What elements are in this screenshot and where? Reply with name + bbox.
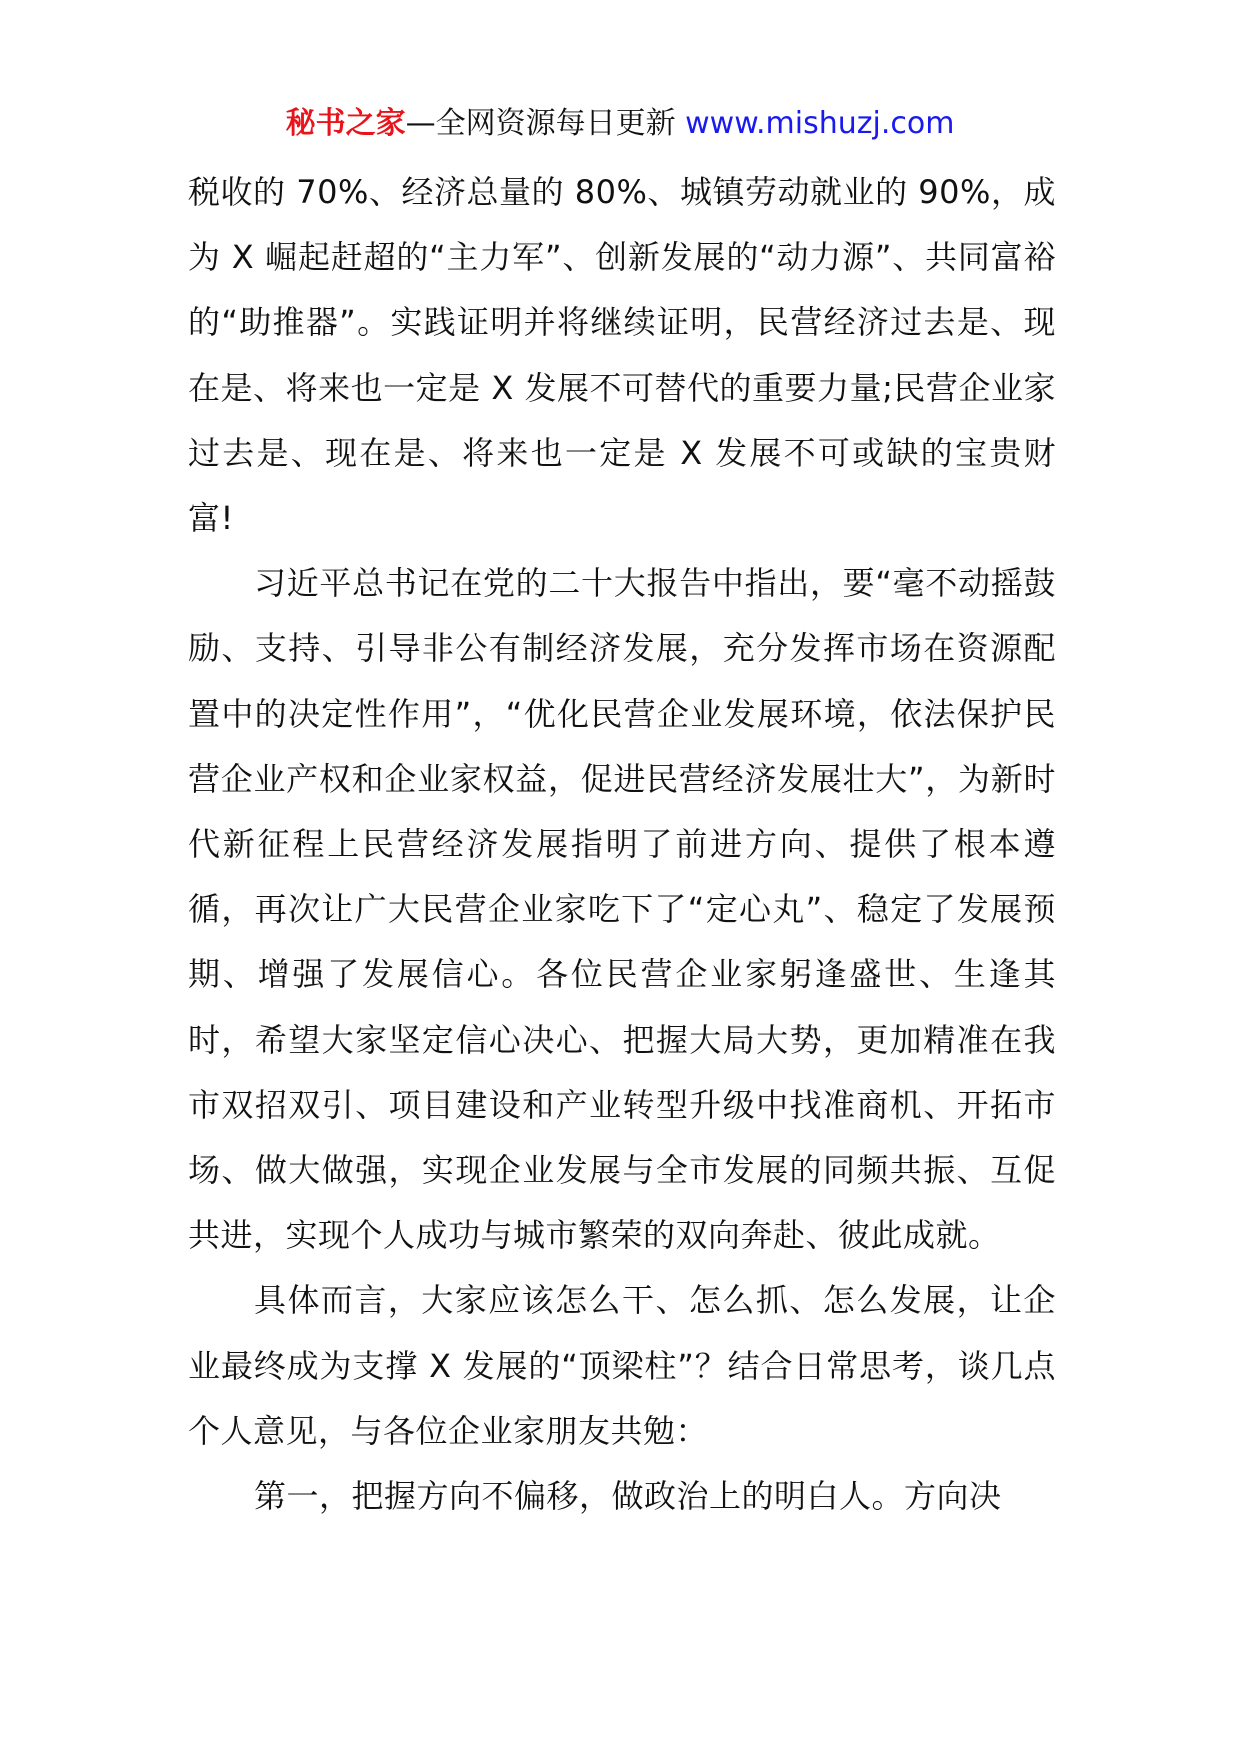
- site-url-link[interactable]: www.mishuzj.com: [685, 106, 955, 141]
- site-brand: 秘书之家: [285, 106, 406, 141]
- page-header: [0, 100, 1240, 148]
- site-slogan: —全网资源每日更新: [405, 106, 686, 141]
- document-body: [188, 160, 1056, 1529]
- paragraph: 具体而言，大家应该怎么干、怎么抓、怎么发展，让企业最终成为支撑 X 发展的“顶梁柱”？结合日常思考，谈几点个人意见，与各位企业家朋友共勉：: [188, 1281, 1056, 1450]
- paragraph: 第一，把握方向不偏移，做政治上的明白人。方向决: [254, 1477, 1002, 1516]
- paragraph-continuation: 税收的 70%、经济总量的 80%、城镇劳动就业的 90%，成为 X 崛起赶超的“主力军”、创新发展的“动力源”、共同富裕的“助推器”。实践证明并将继续证明，民营经济过去是、现在是、将来也一定是 X 发展不可替代的重要力量;民营企业家过去是、现在是、将来也一定是 X 发展不可或缺的宝贵财富!: [188, 173, 1056, 538]
- paragraph: 习近平总书记在党的二十大报告中指出，要“毫不动摇鼓励、支持、引导非公有制经济发展，充分发挥市场在资源配置中的决定性作用”，“优化民营企业发展环境，依法保护民营企业产权和企业家权益，促进民营经济发展壮大”，为新时代新征程上民营经济发展指明了前进方向、提供了根本遵循，再次让广大民营企业家吃下了“定心丸”、稳定了发展预期、增强了发展信心。各位民营企业家躬逢盛世、生逢其时，希望大家坚定信心决心、把握大局大势，更加精准在我市双招双引、项目建设和产业转型升级中找准商机、开拓市场、做大做强，实现企业发展与全市发展的同频共振、互促共进，实现个人成功与城市繁荣的双向奔赴、彼此成就。: [188, 564, 1056, 1255]
